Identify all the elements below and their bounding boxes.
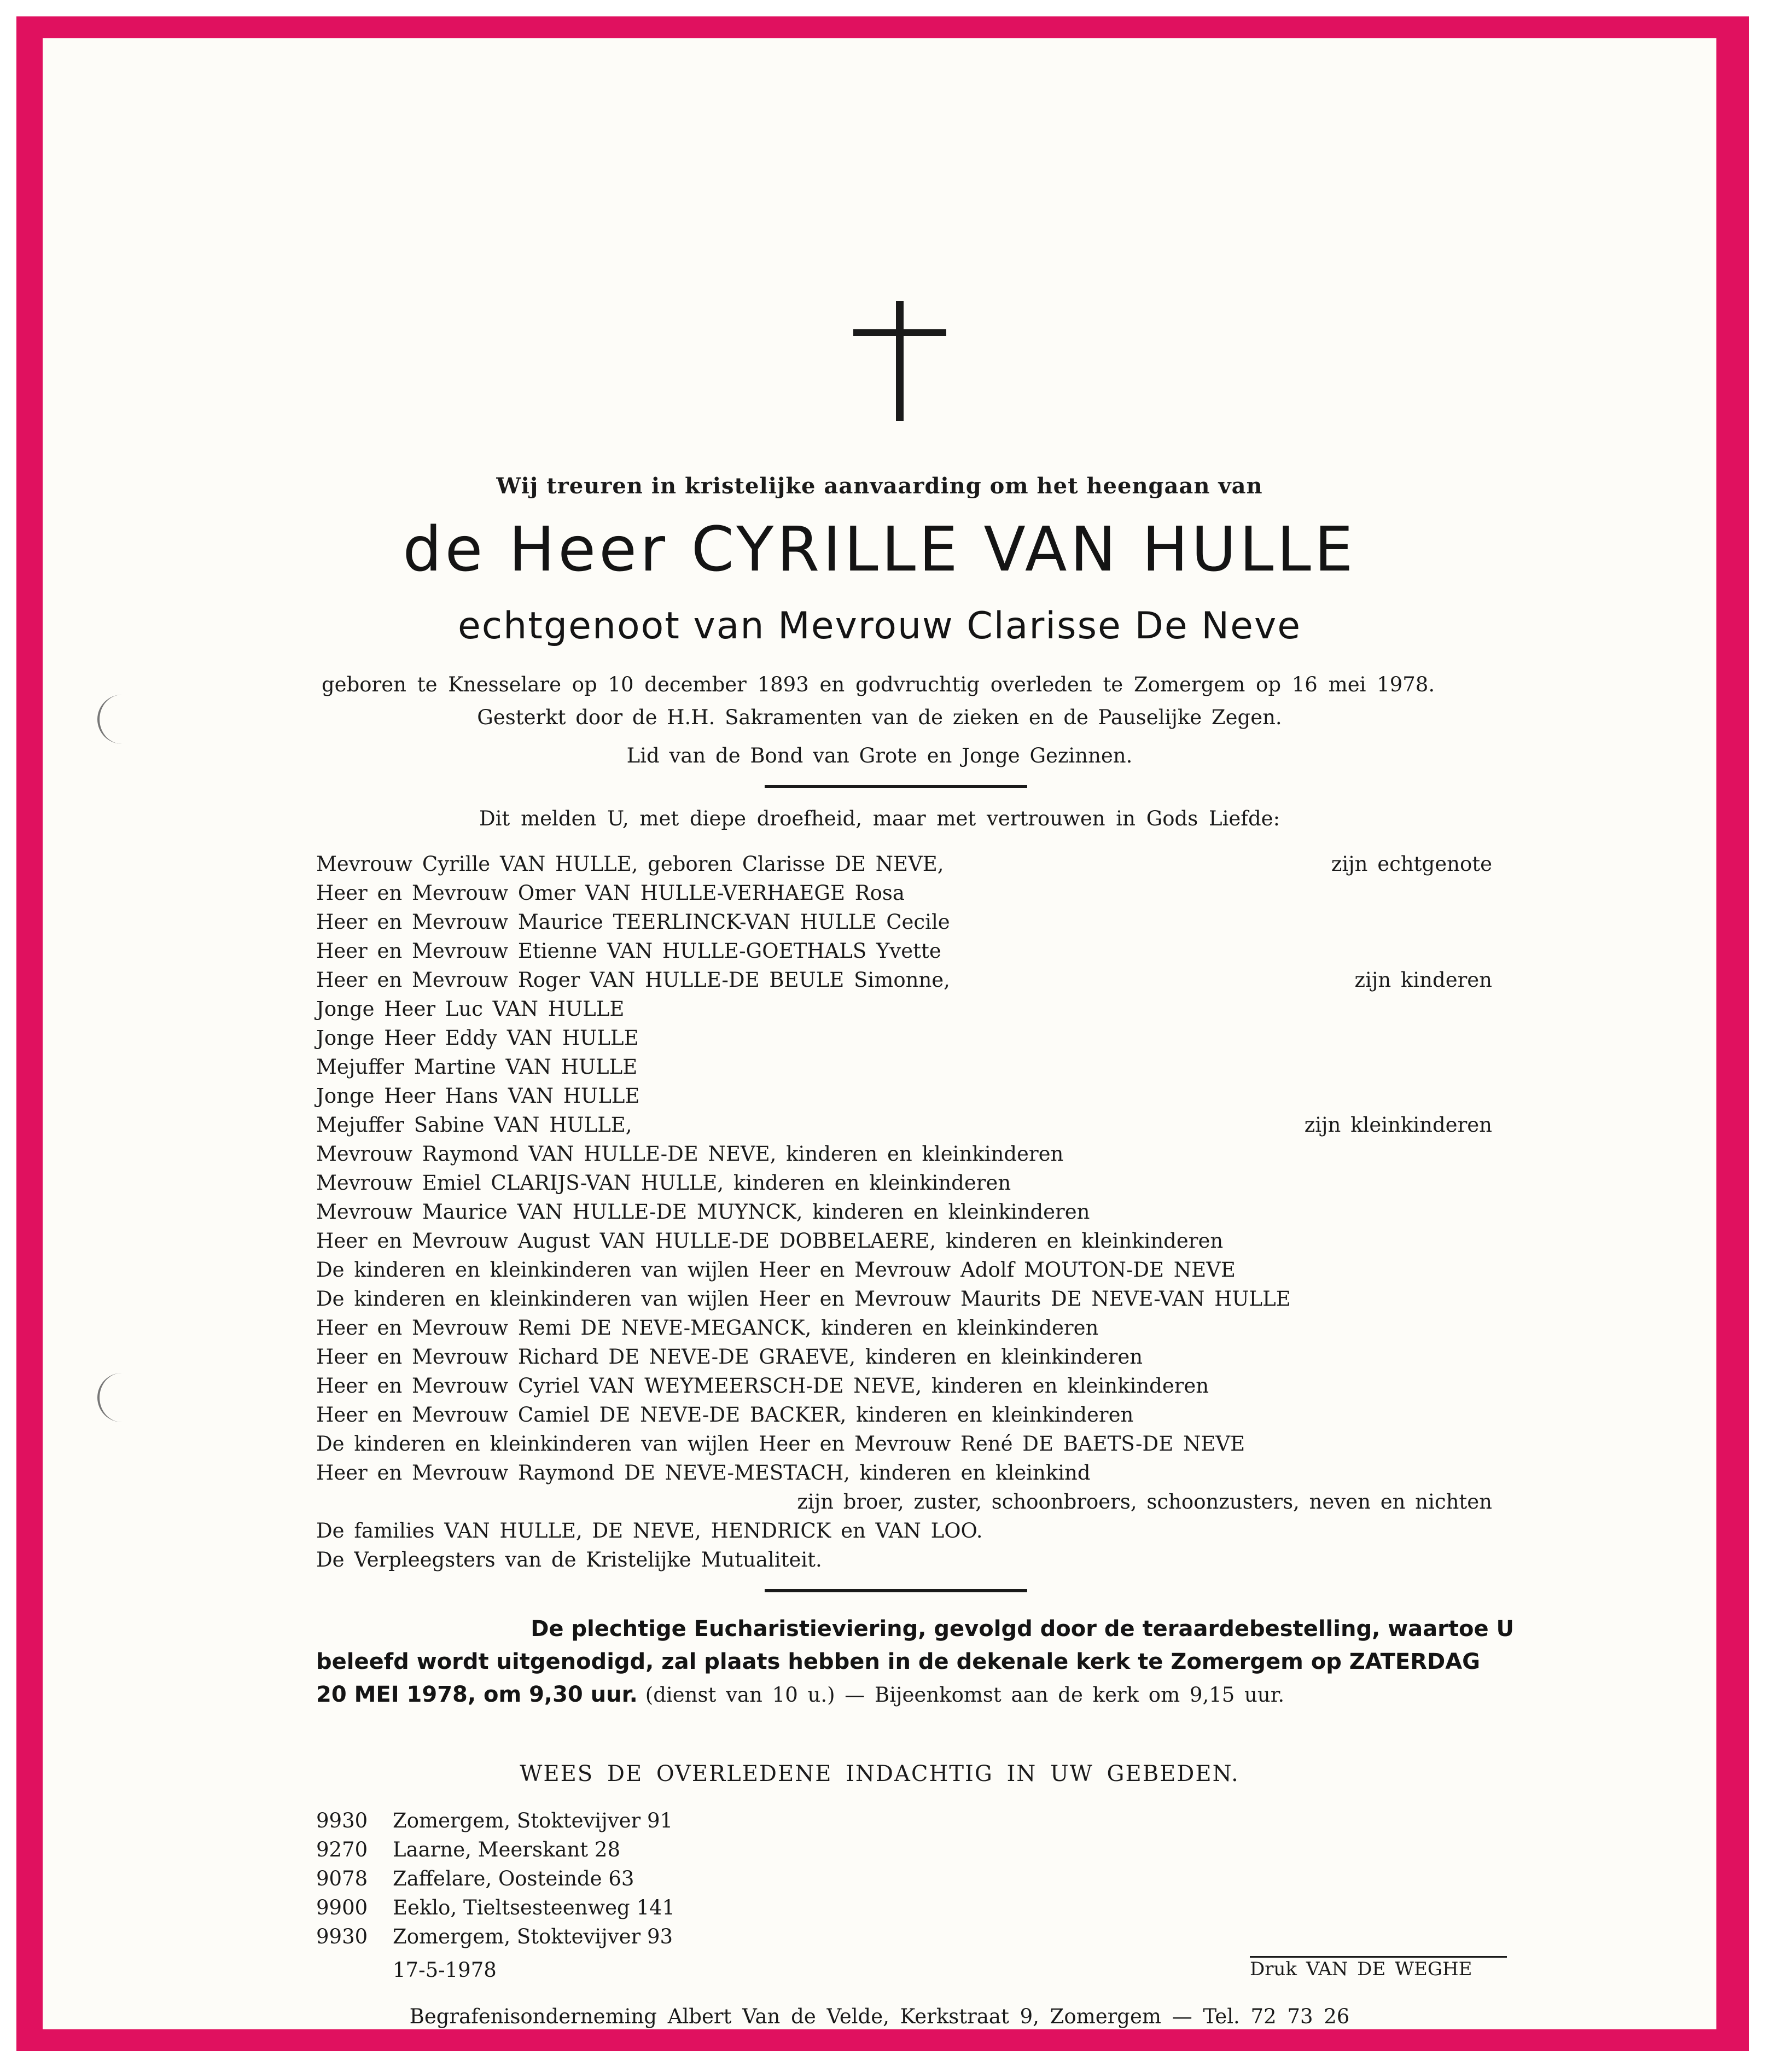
birth-death-line: geboren te Knesselare op 10 december 1893 en godvruchtig overleden te Zomergem op 16 mei 1978. [322,673,1435,696]
punch-hole-icon [97,1373,127,1422]
service-line-1: De plechtige Eucharistieviering, gevolgd door de teraardebestelling, waartoe U [531,1616,1514,1642]
intro-text: Wij treuren in kristelijke aanvaarding om het heengaan van [496,473,1263,499]
address-place: Laarne, Meerskant 28 [393,1838,620,1861]
address-place: Zomergem, Stoktevijver 91 [393,1809,673,1832]
mourning-card [43,38,1716,2029]
address-place: Zaffelare, Oosteinde 63 [393,1867,634,1890]
membership-line: Lid van de Bond van Grote en Jonge Gezinnen. [626,744,1133,767]
postal-code: 9078 [316,1867,368,1890]
service-date: 20 MEI 1978, om 9,30 uur. [316,1682,638,1707]
service-line-2: beleefd wordt uitgenodigd, zal plaats hebben in de dekenale kerk te Zomergem op ZATERDAG [316,1649,1481,1674]
deceased-name: de Heer CYRILLE VAN HULLE [403,514,1356,585]
family-line: Jonge Heer Eddy VAN HULLE [316,1026,639,1050]
postal-code: 9930 [316,1809,368,1832]
relation-siblings: zijn broer, zuster, schoonbroers, schoonzusters, neven en nichten [797,1490,1492,1514]
print-date: 17-5-1978 [393,1958,497,1982]
relation-grandchildren: zijn kleinkinderen [1304,1113,1492,1137]
address-list [316,1806,675,1951]
address-row [316,1835,675,1864]
printer-credit: Druk VAN DE WEGHE [1250,1958,1472,1980]
postal-code: 9930 [316,1925,368,1948]
family-line: Mejuffer Sabine VAN HULLE, [316,1113,632,1137]
postal-code: 9900 [316,1896,368,1919]
spouse-line: echtgenoot van Mevrouw Clarisse De Neve [457,604,1302,648]
family-line: Heer en Mevrouw Raymond DE NEVE-MESTACH, kinderen en kleinkind [316,1461,1091,1485]
family-line: Mevrouw Emiel CLARIJS-VAN HULLE, kinderen en kleinkinderen [316,1171,1011,1195]
family-line: Heer en Mevrouw Roger VAN HULLE-DE BEULE Simonne, [316,968,950,992]
family-line: Mevrouw Maurice VAN HULLE-DE MUYNCK, kinderen en kleinkinderen [316,1200,1090,1224]
family-line: De kinderen en kleinkinderen van wijlen Heer en Mevrouw René DE BAETS-DE NEVE [316,1432,1245,1456]
sacraments-line: Gesterkt door de H.H. Sakramenten van de zieken en de Pauselijke Zegen. [477,706,1282,729]
address-row [316,1922,675,1951]
address-place: Eeklo, Tieltsesteenweg 141 [393,1896,676,1919]
family-line: De kinderen en kleinkinderen van wijlen Heer en Mevrouw Adolf MOUTON-DE NEVE [316,1258,1236,1282]
address-row [316,1864,675,1893]
relation-spouse: zijn echtgenote [1331,852,1492,876]
nurses-line: De Verpleegsters van de Kristelijke Mutualiteit. [316,1548,822,1572]
family-line: Mevrouw Raymond VAN HULLE-DE NEVE, kinderen en kleinkinderen [316,1142,1064,1166]
family-line: Jonge Heer Luc VAN HULLE [316,997,625,1021]
postal-code: 9270 [316,1838,368,1861]
mourning-card-border [16,16,1749,2051]
undertaker-line: Begrafenisonderneming Albert Van de Velde, Kerkstraat 9, Zomergem — Tel. 72 73 26 [409,2005,1350,2028]
divider [765,1589,1027,1592]
family-line: De kinderen en kleinkinderen van wijlen Heer en Mevrouw Maurits DE NEVE-VAN HULLE [316,1287,1291,1311]
family-line: Heer en Mevrouw Maurice TEERLINCK-VAN HULLE Cecile [316,910,950,934]
service-details: (dienst van 10 u.) — Bijeenkomst aan de kerk om 9,15 uur. [645,1683,1285,1707]
divider [765,785,1027,788]
family-line: Heer en Mevrouw August VAN HULLE-DE DOBBELAERE, kinderen en kleinkinderen [316,1229,1224,1253]
family-line: Heer en Mevrouw Richard DE NEVE-DE GRAEVE, kinderen en kleinkinderen [316,1345,1143,1369]
family-line: Heer en Mevrouw Omer VAN HULLE-VERHAEGE Rosa [316,881,905,905]
family-intro: Dit melden U, met diepe droefheid, maar met vertrouwen in Gods Liefde: [479,807,1280,830]
remember-line: WEES DE OVERLEDENE INDACHTIG IN UW GEBEDEN. [520,1761,1239,1786]
address-place: Zomergem, Stoktevijver 93 [393,1925,673,1948]
printer-rule [1250,1956,1507,1958]
family-line: Heer en Mevrouw Remi DE NEVE-MEGANCK, kinderen en kleinkinderen [316,1316,1099,1340]
family-line: Mejuffer Martine VAN HULLE [316,1055,638,1079]
family-line: Heer en Mevrouw Etienne VAN HULLE-GOETHALS Yvette [316,939,941,963]
address-row [316,1806,675,1835]
service-announcement [316,1613,1514,1712]
families-line: De families VAN HULLE, DE NEVE, HENDRICK en VAN LOO. [316,1519,983,1543]
family-line: Jonge Heer Hans VAN HULLE [316,1084,640,1108]
family-line: Heer en Mevrouw Cyriel VAN WEYMEERSCH-DE NEVE, kinderen en kleinkinderen [316,1374,1209,1398]
relation-children: zijn kinderen [1354,968,1492,992]
family-line: Heer en Mevrouw Camiel DE NEVE-DE BACKER, kinderen en kleinkinderen [316,1403,1134,1427]
address-row [316,1893,675,1922]
family-line: Mevrouw Cyrille VAN HULLE, geboren Clarisse DE NEVE, [316,852,944,876]
